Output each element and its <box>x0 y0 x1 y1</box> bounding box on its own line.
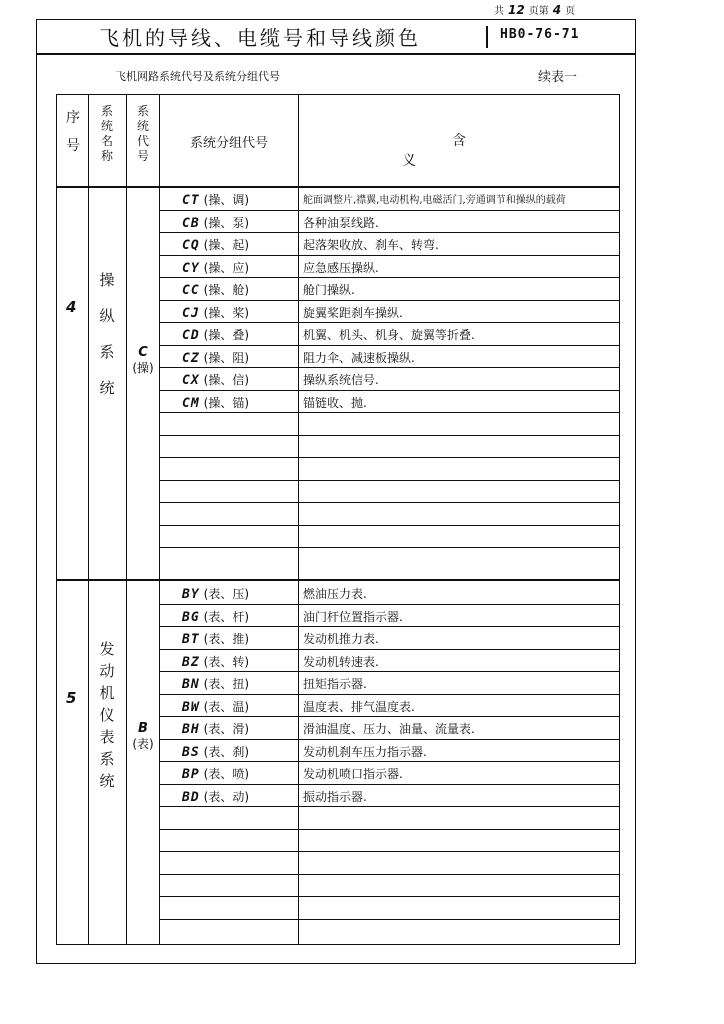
group-abbr: BP <box>182 767 200 782</box>
table-subtitle: 飞机网路系统代号及系统分组代号 <box>115 70 280 83</box>
row-rule <box>159 806 620 807</box>
group-code-cell <box>160 585 298 602</box>
row-rule <box>159 457 620 458</box>
group-abbr-note: (操、桨) <box>203 306 250 320</box>
meaning-cell: 发动机推力表. <box>303 632 379 646</box>
section-system-name: 发 动 机 仪 表 系 统 <box>99 640 115 790</box>
group-abbr: BS <box>182 745 200 760</box>
continued-label: 续表一 <box>538 70 578 85</box>
group-abbr: CQ <box>182 238 200 253</box>
group-abbr: BW <box>182 700 200 715</box>
group-abbr: BY <box>182 587 200 602</box>
row-rule <box>159 851 620 852</box>
row-rule <box>159 829 620 830</box>
group-abbr: CJ <box>182 306 200 321</box>
row-rule <box>159 649 620 650</box>
page-total: 12 <box>508 3 525 17</box>
group-code-cell <box>160 236 298 253</box>
row-rule <box>159 919 620 920</box>
meaning-cell: 机翼、机头、机身、旋翼等折叠. <box>303 328 475 342</box>
group-abbr-note: (操、泵) <box>203 216 250 230</box>
row-rule <box>159 604 620 605</box>
group-abbr-note: (表、滑) <box>203 722 250 736</box>
group-abbr: BG <box>182 610 200 625</box>
section-system-word: (表) <box>132 737 154 751</box>
section-seq: 4 <box>66 298 77 316</box>
col-header-seq: 序 号 <box>66 110 80 154</box>
section-system-word: (操) <box>132 361 154 375</box>
row-rule <box>159 232 620 233</box>
meaning-cell: 应急感压操纵. <box>303 261 379 275</box>
group-abbr: CZ <box>182 351 200 366</box>
group-abbr-note: (操、阻) <box>203 351 250 365</box>
row-rule <box>159 761 620 762</box>
row-rule <box>159 210 620 211</box>
group-abbr: BN <box>182 677 200 692</box>
group-abbr: BD <box>182 790 200 805</box>
row-rule <box>159 694 620 695</box>
row-rule <box>159 896 620 897</box>
group-code-cell <box>160 653 298 670</box>
meaning-cell: 操纵系统信号. <box>303 373 379 387</box>
group-code-cell <box>160 608 298 625</box>
row-rule <box>159 547 620 548</box>
row-rule <box>159 345 620 346</box>
group-code-cell <box>160 191 298 208</box>
col-header-sys-name: 系 统 名 称 <box>100 104 113 163</box>
meaning-cell: 锚链收、抛. <box>303 396 367 410</box>
row-rule <box>159 739 620 740</box>
header-divider <box>486 26 488 48</box>
meaning-cell: 温度表、排气温度表. <box>303 700 415 714</box>
group-abbr-note: (表、温) <box>203 700 250 714</box>
meaning-cell: 舵面调整片,襟翼,电动机构,电磁活门,旁通调节和操纵的载荷 <box>303 195 566 206</box>
group-abbr: CM <box>182 396 200 411</box>
meaning-cell: 发动机转速表. <box>303 655 379 669</box>
meaning-cell: 油门杆位置指示器. <box>303 610 403 624</box>
row-rule <box>159 502 620 503</box>
group-abbr-note: (表、喷) <box>203 767 250 781</box>
group-abbr-note: (操、叠) <box>203 328 250 342</box>
group-abbr: BT <box>182 632 200 647</box>
section-seq: 5 <box>66 689 77 707</box>
row-rule <box>159 412 620 413</box>
group-abbr: CD <box>182 328 200 343</box>
col-divider-2 <box>126 94 127 945</box>
group-code-cell <box>160 743 298 760</box>
header-rule <box>37 53 635 55</box>
row-rule <box>159 435 620 436</box>
row-rule <box>159 525 620 526</box>
section-system-letter: B <box>138 721 148 736</box>
group-abbr-note: (表、动) <box>203 790 250 804</box>
group-code-cell <box>160 326 298 343</box>
group-abbr: BZ <box>182 655 200 670</box>
group-code-cell <box>160 371 298 388</box>
row-rule <box>159 784 620 785</box>
group-abbr: CC <box>182 283 200 298</box>
group-abbr: CY <box>182 261 200 276</box>
group-abbr-note: (操、起) <box>203 238 250 252</box>
meaning-cell: 旋翼桨距刹车操纵. <box>303 306 403 320</box>
group-abbr-note: (操、应) <box>203 261 250 275</box>
group-code-cell <box>160 281 298 298</box>
row-rule <box>159 367 620 368</box>
col-header-group-code: 系统分组代号 <box>189 136 268 151</box>
group-code-cell <box>160 675 298 692</box>
group-abbr-note: (操、信) <box>203 373 250 387</box>
col-header-meaning: 含义 <box>402 133 566 169</box>
row-rule <box>159 390 620 391</box>
group-code-cell <box>160 720 298 737</box>
group-code-cell <box>160 394 298 411</box>
meaning-cell: 扭矩指示器. <box>303 677 367 691</box>
meaning-cell: 舱门操纵. <box>303 283 355 297</box>
col-divider-1 <box>88 94 89 945</box>
group-abbr: CX <box>182 373 200 388</box>
meaning-cell: 各种油泵线路. <box>303 216 379 230</box>
page-info <box>494 2 575 17</box>
section-system-letter: C <box>138 345 148 360</box>
group-abbr-note: (操、调) <box>203 193 250 207</box>
page-total-suffix: 页第 <box>528 6 549 17</box>
group-abbr-note: (表、扭) <box>203 677 250 691</box>
row-rule <box>159 626 620 627</box>
meaning-cell: 阻力伞、减速板操纵. <box>303 351 415 365</box>
meaning-cell: 发动机刹车压力指示器. <box>303 745 427 759</box>
page-current: 4 <box>552 3 562 17</box>
row-rule <box>159 874 620 875</box>
group-abbr: CT <box>182 193 200 208</box>
row-rule <box>159 322 620 323</box>
document-code: HB0-76-71 <box>500 27 580 42</box>
group-abbr-note: (表、杆) <box>203 610 250 624</box>
col-header-sys-code: 系 统 代 号 <box>136 104 149 163</box>
col-divider-4 <box>298 94 299 945</box>
page-total-prefix: 共 <box>494 6 504 17</box>
group-abbr-note: (操、锚) <box>203 396 250 410</box>
group-abbr-note: (表、刹) <box>203 745 250 759</box>
group-code-cell <box>160 349 298 366</box>
group-code-cell <box>160 259 298 276</box>
row-rule <box>159 255 620 256</box>
meaning-cell: 燃油压力表. <box>303 587 367 601</box>
meaning-cell: 发动机喷口指示器. <box>303 767 403 781</box>
row-rule <box>159 300 620 301</box>
page-current-suffix: 页 <box>565 6 576 17</box>
group-abbr-note: (表、转) <box>203 655 250 669</box>
group-abbr: BH <box>182 722 200 737</box>
section-divider <box>56 579 620 581</box>
section-system-name: 操 纵 系 统 <box>99 271 115 397</box>
group-code-cell <box>160 214 298 231</box>
group-abbr-note: (表、推) <box>203 632 250 646</box>
group-code-cell <box>160 788 298 805</box>
row-rule <box>159 480 620 481</box>
group-code-cell <box>160 698 298 715</box>
row-rule <box>159 277 620 278</box>
document-title: 飞机的导线、电缆号和导线颜色 <box>99 26 421 50</box>
row-rule <box>159 716 620 717</box>
header-row-rule <box>56 186 620 188</box>
meaning-cell: 起落架收放、刹车、转弯. <box>303 238 439 252</box>
meaning-cell: 振动指示器. <box>303 790 367 804</box>
row-rule <box>159 671 620 672</box>
meaning-cell: 滑油温度、压力、油量、流量表. <box>303 722 475 736</box>
group-code-cell <box>160 765 298 782</box>
group-code-cell <box>160 630 298 647</box>
group-abbr-note: (表、压) <box>203 587 250 601</box>
group-code-cell <box>160 304 298 321</box>
group-abbr-note: (操、舱) <box>203 283 250 297</box>
group-abbr: CB <box>182 216 200 231</box>
